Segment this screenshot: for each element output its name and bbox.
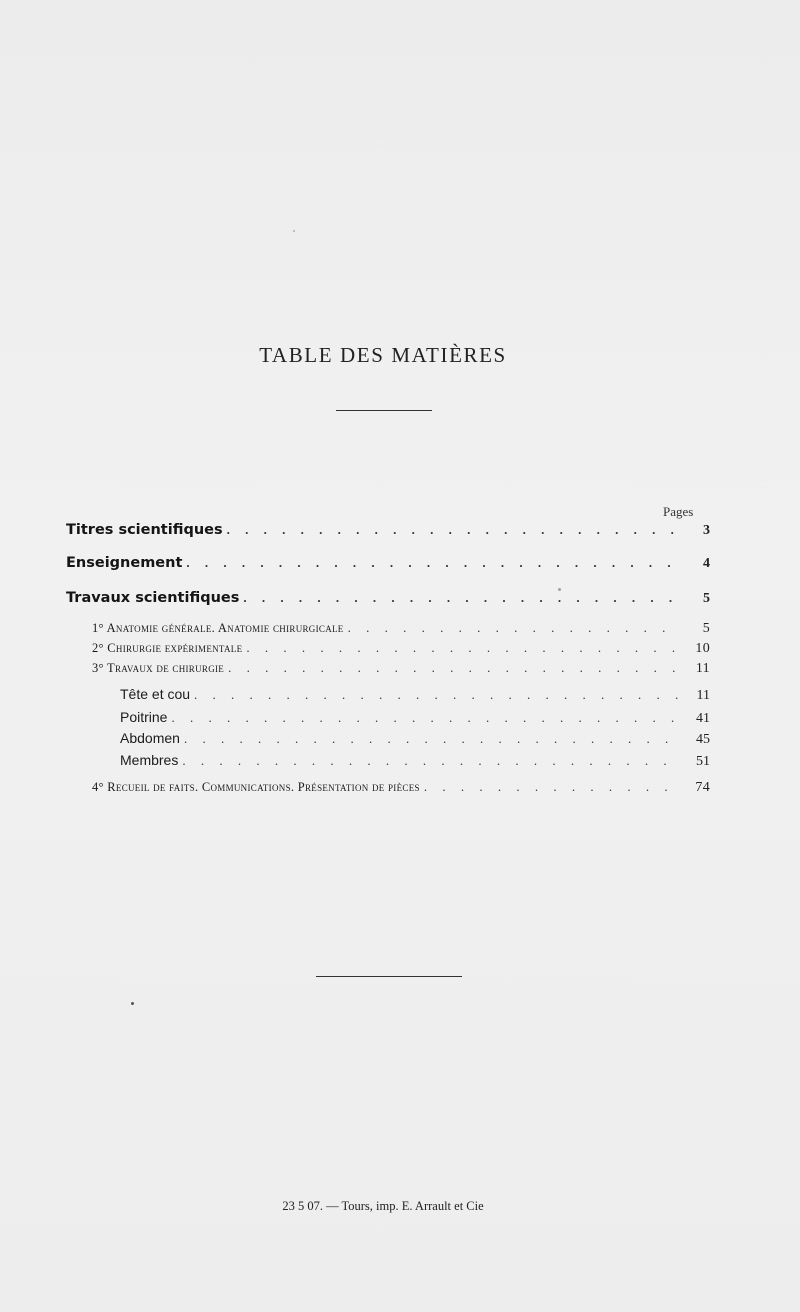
toc-entry-label: 3° Travaux de chirurgie (92, 661, 225, 675)
dot-leader (242, 640, 680, 656)
toc-entry-page: 11 (696, 688, 710, 703)
dot-leader (180, 731, 680, 747)
toc-entry-page: 3 (703, 523, 710, 538)
toc-entry-tete-et-cou (120, 686, 710, 704)
scan-speck (558, 588, 561, 591)
toc-entry-enseignement (66, 555, 710, 572)
dot-leader (190, 687, 680, 703)
toc-entry-page: 10 (695, 641, 710, 656)
dot-leader (223, 522, 680, 538)
dot-leader (420, 779, 680, 795)
toc-entry-page: 5 (703, 591, 710, 606)
dot-leader (182, 555, 680, 571)
dot-leader (167, 710, 680, 726)
toc-entry-label: Enseignement (66, 555, 183, 571)
toc-entry-label: Tête et cou (120, 686, 191, 702)
toc-entry-page: 5 (702, 621, 710, 636)
toc-entry-label: Travaux scientifiques (66, 590, 240, 606)
toc-entry-titres-scientifiques (66, 522, 710, 539)
scan-speck (131, 1002, 134, 1005)
dot-leader (224, 660, 680, 676)
toc-entry-page: 41 (696, 711, 710, 726)
dot-leader (178, 753, 680, 769)
toc-entry-membres (120, 752, 710, 770)
toc-entry-travaux-de-chirurgie (92, 660, 710, 677)
toc-entry-page: 45 (696, 732, 710, 747)
dot-leader (344, 620, 680, 636)
toc-entry-page: 51 (696, 754, 710, 769)
bottom-divider (316, 976, 462, 977)
toc-entry-anatomie (92, 620, 710, 637)
toc-entry-label: Titres scientifiques (66, 522, 223, 538)
pages-column-label: Pages (663, 504, 694, 519)
toc-entry-travaux-scientifiques (66, 590, 710, 607)
toc-entry-chirurgie-experimentale (92, 640, 710, 657)
toc-entry-abdomen (120, 730, 710, 748)
scan-speck (293, 230, 295, 232)
dot-leader (239, 590, 680, 606)
toc-entry-label: Poitrine (120, 709, 168, 725)
toc-entry-page: 74 (695, 780, 710, 795)
page-title: TABLE DES MATIÈRES (259, 343, 507, 367)
toc-entry-poitrine (120, 709, 710, 727)
toc-entry-page: 4 (703, 556, 710, 571)
toc-entry-label: 1° Anatomie générale. Anatomie chirurgicale (92, 621, 344, 635)
title-divider (336, 410, 432, 411)
printer-imprint: 23 5 07. — Tours, imp. E. Arrault et Cie (282, 1199, 484, 1213)
toc-entry-label: 2° Chirurgie expérimentale (92, 641, 243, 655)
toc-entry-label: 4° Recueil de faits. Communications. Présentation de pièces (92, 780, 420, 794)
toc-entry-recueil-de-faits (92, 779, 710, 796)
toc-entry-label: Membres (120, 752, 179, 768)
toc-entry-page: 11 (695, 661, 710, 676)
toc-entry-label: Abdomen (120, 730, 180, 746)
